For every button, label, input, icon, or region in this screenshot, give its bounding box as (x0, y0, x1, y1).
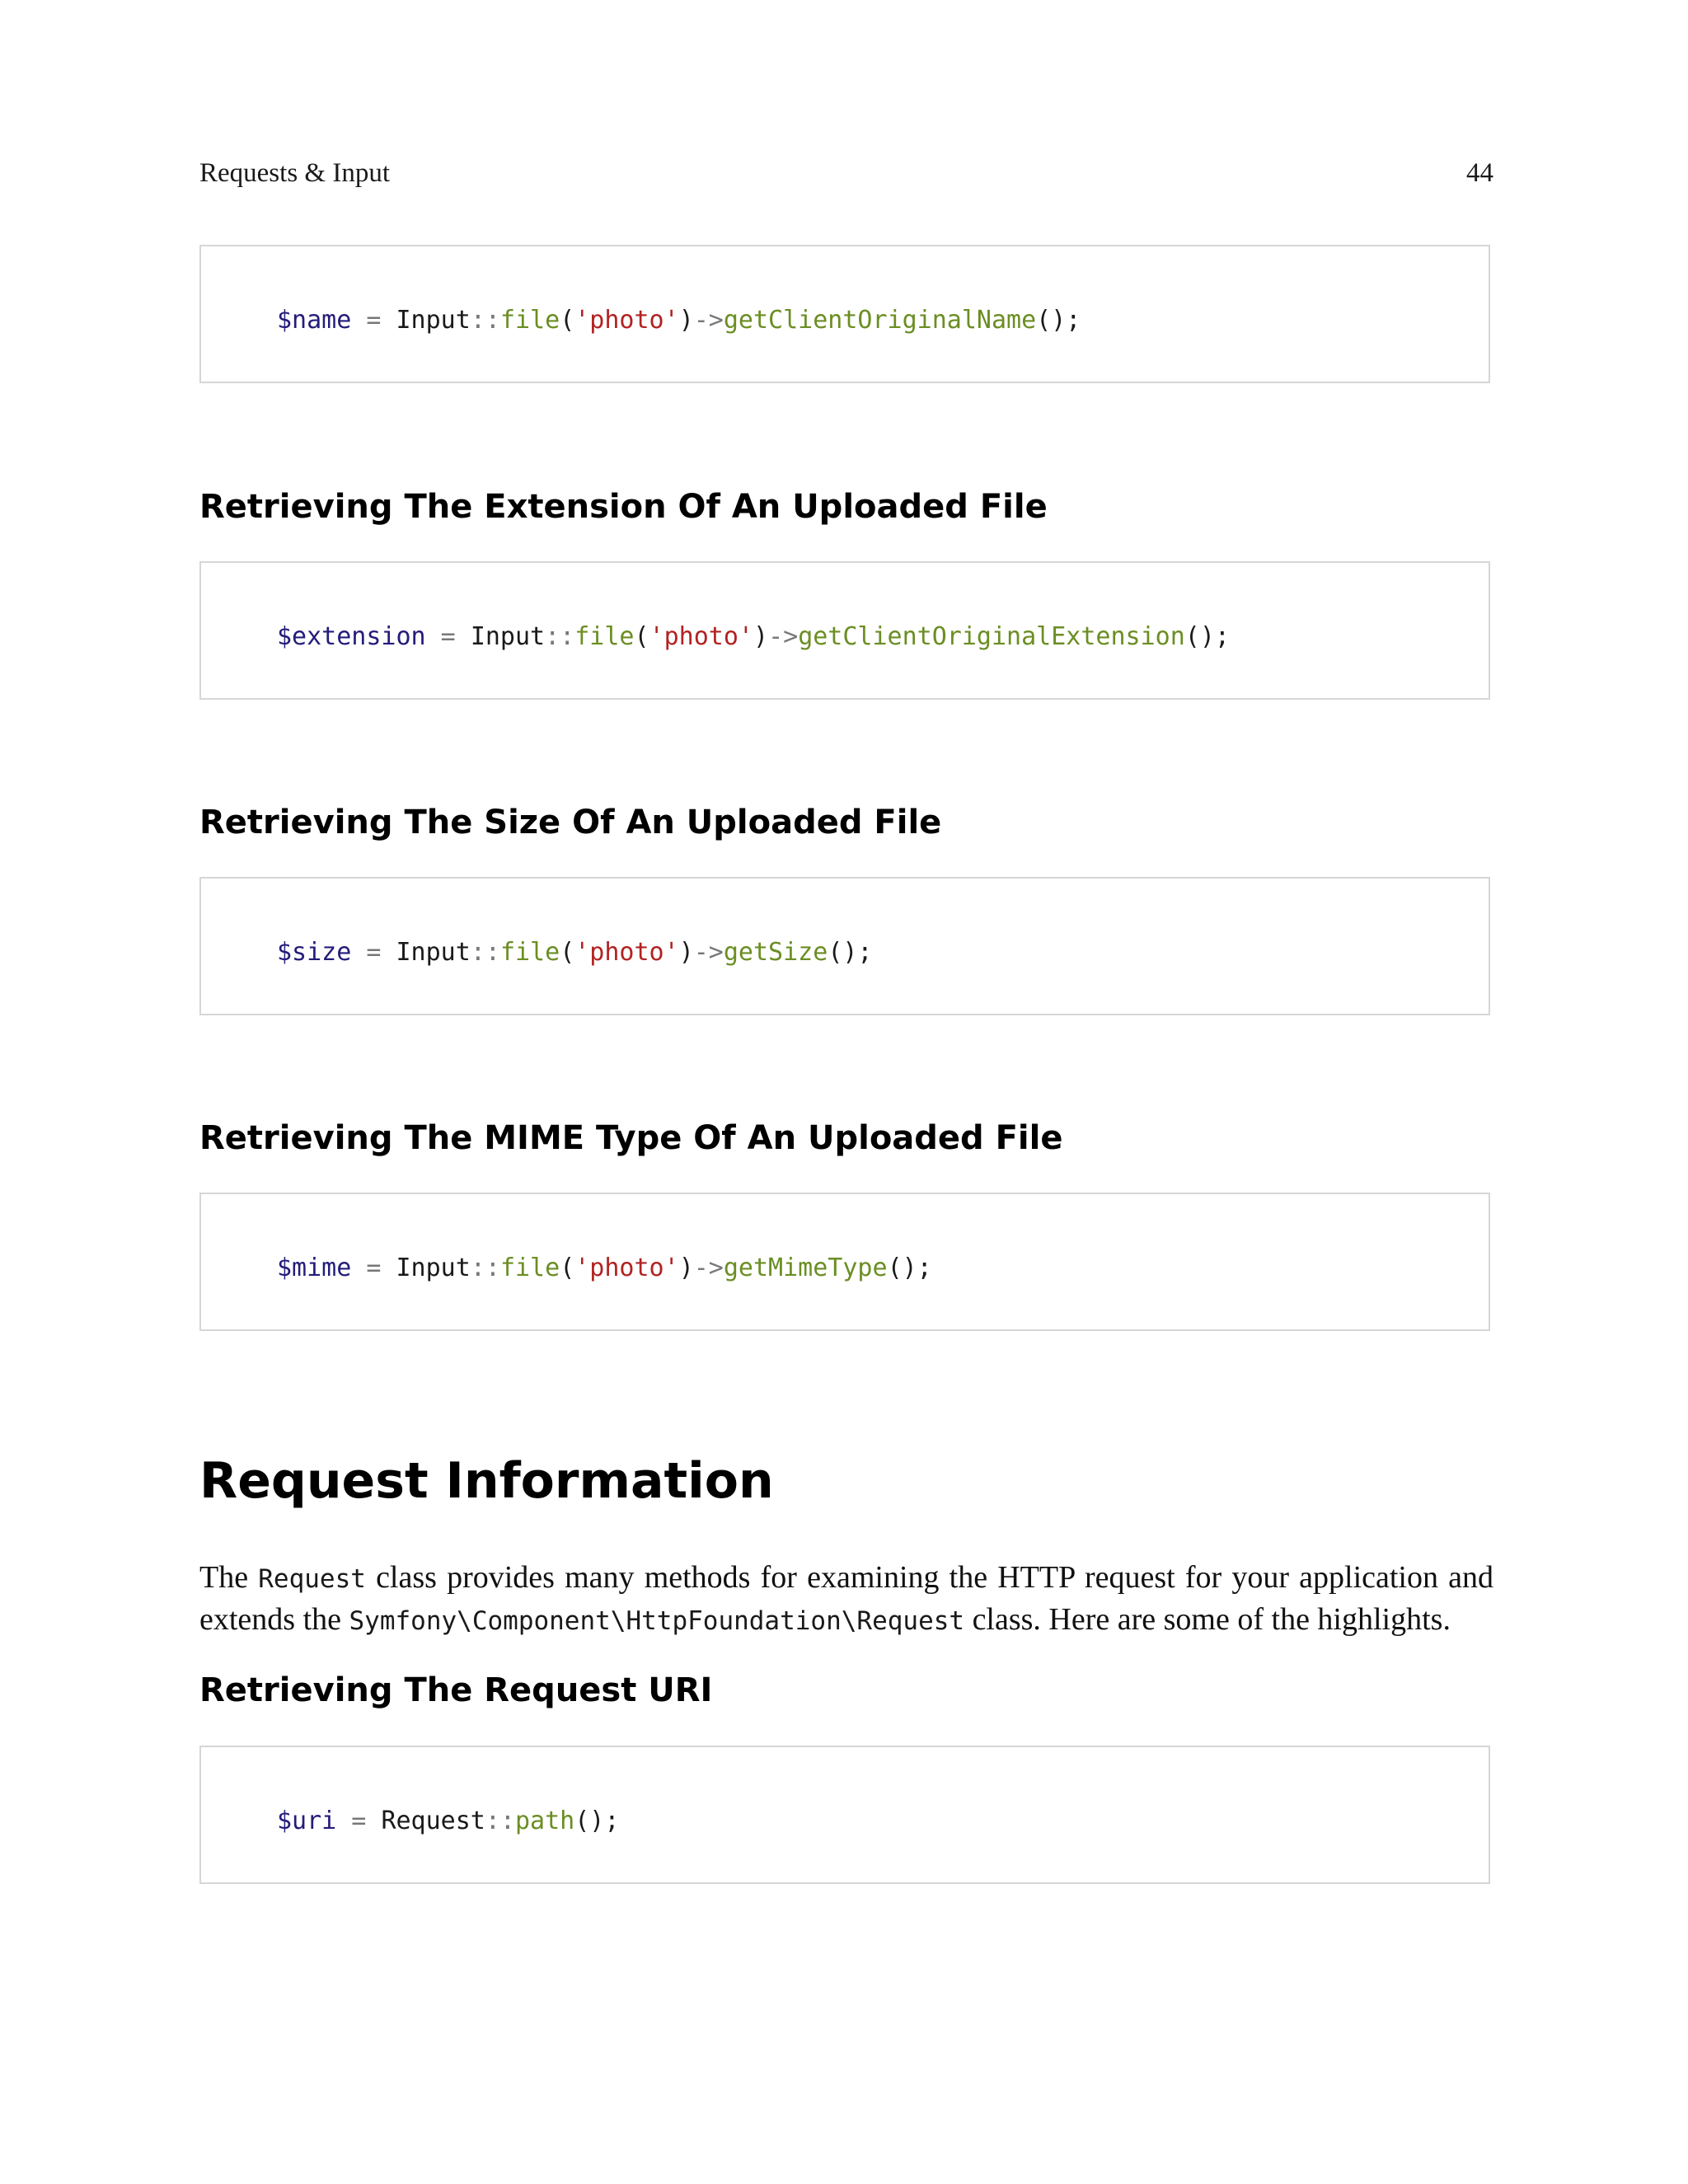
inline-code-symfony-request: Symfony\Component\HttpFoundation\Request (349, 1606, 965, 1636)
code-scope-operator: :: (485, 1807, 515, 1835)
code-scope-operator: :: (545, 622, 575, 651)
code-variable: $uri (277, 1807, 337, 1835)
heading-extension: Retrieving The Extension Of An Uploaded File (199, 488, 1048, 526)
code-line (277, 1807, 619, 1835)
page-number: 44 (1466, 158, 1493, 188)
code-method: getClientOriginalExtension (798, 622, 1185, 651)
code-line (277, 622, 1230, 651)
inline-code-request: Request (258, 1564, 366, 1594)
code-string: 'photo' (574, 938, 679, 967)
code-operator: = (351, 938, 396, 967)
code-operator: = (351, 1254, 396, 1282)
chapter-title: Requests & Input (199, 158, 390, 188)
code-paren: ) (753, 622, 769, 651)
code-function: file (499, 938, 560, 967)
request-info-paragraph (199, 1558, 1493, 1642)
para-text: class provides many methods for examining the HTTP request for your application and extends the (199, 1560, 1494, 1637)
code-line (277, 938, 873, 967)
code-scope-operator: :: (470, 938, 500, 967)
code-arrow: -> (693, 938, 724, 967)
code-class: Input (470, 622, 546, 651)
code-string: 'photo' (649, 622, 753, 651)
code-line (277, 306, 1081, 335)
para-text: The (199, 1560, 259, 1595)
code-function: file (499, 306, 560, 335)
code-variable: $mime (277, 1254, 352, 1282)
code-paren: ( (560, 306, 575, 335)
code-paren: ) (678, 1254, 694, 1282)
code-block-uri (199, 1746, 1490, 1884)
code-class: Input (396, 306, 471, 335)
heading-size: Retrieving The Size Of An Uploaded File (199, 804, 942, 841)
code-variable: $extension (277, 622, 426, 651)
code-block-extension (199, 561, 1490, 700)
code-operator: = (336, 1807, 382, 1835)
heading-mime: Retrieving The MIME Type Of An Uploaded File (199, 1119, 1063, 1157)
code-class: Input (396, 938, 471, 967)
code-method: getClientOriginalName (723, 306, 1037, 335)
code-block-size (199, 877, 1490, 1015)
para-text: class. Here are some of the highlights. (964, 1602, 1451, 1637)
code-string: 'photo' (574, 1254, 679, 1282)
code-function: path (515, 1807, 575, 1835)
code-variable: $name (277, 306, 352, 335)
code-function: file (574, 622, 635, 651)
code-class: Request (381, 1807, 485, 1835)
code-method: getSize (723, 938, 828, 967)
code-end: (); (1036, 306, 1081, 335)
code-arrow: -> (693, 1254, 724, 1282)
code-paren: ) (678, 306, 694, 335)
code-end: (); (1184, 622, 1230, 651)
code-arrow: -> (693, 306, 724, 335)
code-end: (); (828, 938, 873, 967)
code-string: 'photo' (574, 306, 679, 335)
code-paren: ) (678, 938, 694, 967)
heading-request-information: Request Information (199, 1452, 774, 1510)
code-paren: ( (560, 938, 575, 967)
heading-request-uri: Retrieving The Request URI (199, 1671, 713, 1709)
code-scope-operator: :: (470, 1254, 500, 1282)
code-paren: ( (560, 1254, 575, 1282)
code-paren: ( (634, 622, 649, 651)
code-arrow: -> (768, 622, 799, 651)
code-line (277, 1254, 932, 1282)
code-class: Input (396, 1254, 471, 1282)
code-operator: = (351, 306, 396, 335)
code-operator: = (425, 622, 471, 651)
code-variable: $size (277, 938, 352, 967)
code-scope-operator: :: (470, 306, 500, 335)
code-method: getMimeType (723, 1254, 888, 1282)
page-header (199, 158, 1493, 199)
code-function: file (499, 1254, 560, 1282)
code-end: (); (887, 1254, 932, 1282)
code-block-mime (199, 1193, 1490, 1331)
code-block-client-name (199, 245, 1490, 383)
code-end: (); (574, 1807, 620, 1835)
